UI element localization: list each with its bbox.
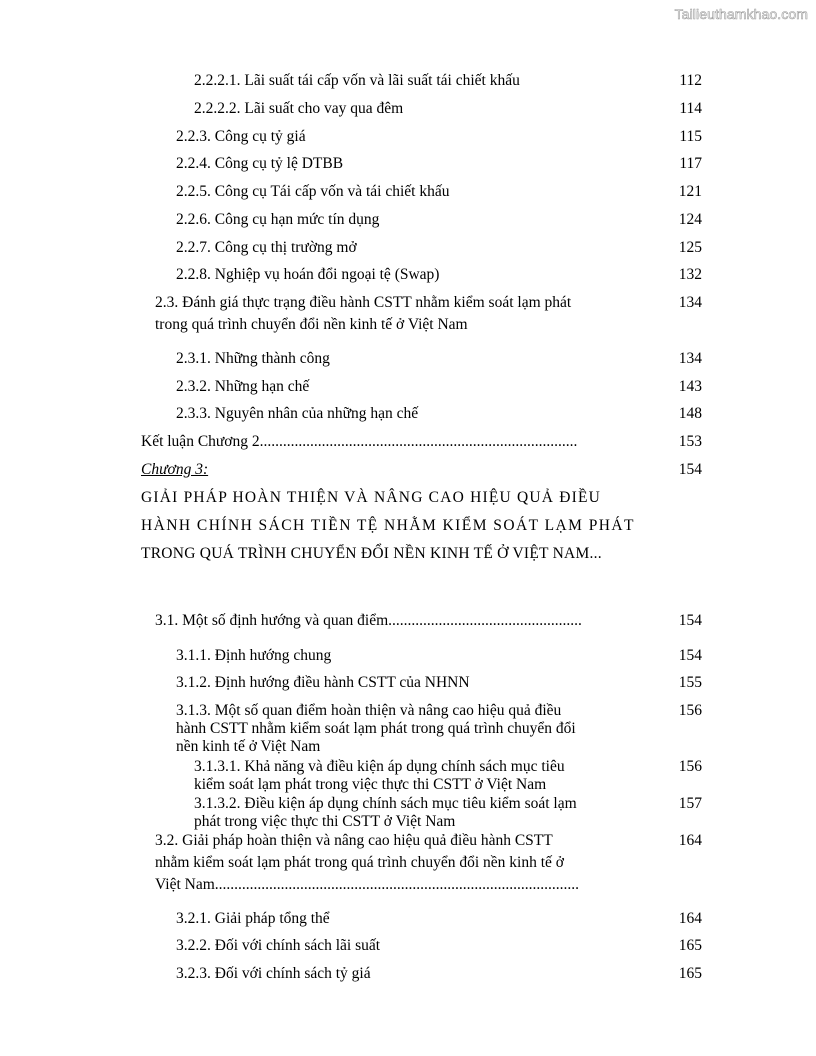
toc-entry-label-cont: nền kinh tế ở Việt Nam	[176, 738, 321, 755]
toc-entry-label: 3.2.3. Đối với chính sách tỷ giá	[176, 965, 371, 982]
toc-page-number: 164	[678, 910, 702, 927]
toc-entry-label-cont: hành CSTT nhằm kiểm soát lạm phát trong quá trình chuyển đổi	[176, 720, 576, 737]
toc-entry-label: 3.1.3.2. Điều kiện áp dụng chính sách mục tiêu kiểm soát lạm	[194, 795, 577, 812]
toc-entry-label: 2.2.5. Công cụ Tái cấp vốn và tái chiết khấu	[176, 183, 450, 200]
toc-entry-label: 2.2.6. Công cụ hạn mức tín dụng	[176, 211, 380, 228]
toc-entry-label: 2.2.8. Nghiệp vụ hoán đổi ngoại tệ (Swap)	[176, 266, 440, 283]
toc-entry-label: 2.2.7. Công cụ thị trường mở	[176, 239, 357, 256]
toc-page-number: 134	[678, 294, 702, 311]
toc-entry-label: 3.2.2. Đối với chính sách lãi suất	[176, 937, 381, 954]
toc-entry-label: 2.2.2.2. Lãi suất cho vay qua đêm	[194, 100, 404, 117]
toc-page-number: 124	[678, 211, 702, 228]
toc-entry-label: 3.2. Giải pháp hoàn thiện và nâng cao hiệu quả điều hành CSTT	[155, 832, 553, 849]
toc-page-number: 134	[678, 350, 702, 367]
toc-entry-label: Kết luận Chương 2..................................................................................	[141, 433, 578, 450]
toc-entry-label-cont: kiểm soát lạm phát trong việc thực thi CSTT ở Việt Nam	[194, 776, 547, 793]
toc-entry-label: 3.1.1. Định hướng chung	[176, 647, 332, 664]
toc-page-number: 154	[678, 461, 702, 478]
chapter-title-line: TRONG QUÁ TRÌNH CHUYỂN ĐỔI NỀN KINH TẾ Ở VIỆT NAM...	[141, 545, 602, 562]
toc-page-number: 154	[678, 612, 702, 629]
toc-page-number: 165	[678, 937, 702, 954]
toc-entry-label: 2.2.4. Công cụ tỷ lệ DTBB	[176, 155, 344, 172]
toc-entry-label-cont: Việt Nam..............................................................................................	[155, 876, 580, 893]
toc-entry-label: 3.1.3. Một số quan điểm hoàn thiện và nâng cao hiệu quả điều	[176, 702, 562, 719]
toc-page-number: 156	[678, 758, 702, 775]
watermark: Tailieuthamkhao.com	[674, 6, 808, 22]
toc-entry-label: 3.1. Một số định hướng và quan điểm..................................................	[155, 612, 582, 629]
toc-entry-label: 2.3. Đánh giá thực trạng điều hành CSTT nhằm kiểm soát lạm phát	[155, 294, 572, 311]
toc-entry-label: 2.3.1. Những thành công	[176, 350, 330, 367]
toc-entry-label: 2.2.2.1. Lãi suất tái cấp vốn và lãi suất tái chiết khấu	[194, 72, 520, 89]
toc-page-number: 114	[679, 100, 702, 117]
toc-entry-label: 3.2.1. Giải pháp tổng thể	[176, 910, 330, 927]
toc-page-number: 155	[678, 674, 702, 691]
toc-entry-label-cont: phát trong việc thực thi CSTT ở Việt Nam	[194, 813, 456, 830]
toc-entry-label: 3.1.3.1. Khả năng và điều kiện áp dụng chính sách mục tiêu	[194, 758, 565, 775]
toc-entry-label: 2.3.3. Nguyên nhân của những hạn chế	[176, 405, 419, 422]
toc-page-number: 121	[678, 183, 702, 200]
chapter-title-line: HÀNH CHÍNH SÁCH TIỀN TỆ NHẰM KIỂM SOÁT LẠM PHÁT	[141, 517, 635, 534]
toc-entry-label: 2.3.2. Những hạn chế	[176, 378, 310, 395]
toc-entry-label-cont: trong quá trình chuyển đổi nền kinh tế ở Việt Nam	[155, 316, 468, 333]
toc-page-number: 143	[678, 378, 702, 395]
toc-entry-label: 2.2.3. Công cụ tỷ giá	[176, 128, 306, 145]
toc-entry-label: 3.1.2. Định hướng điều hành CSTT của NHNN	[176, 674, 470, 691]
toc-entry-label-cont: nhằm kiểm soát lạm phát trong quá trình chuyển đổi nền kinh tế ở	[155, 854, 564, 871]
chapter-label: Chương 3:	[141, 461, 209, 478]
toc-page-number: 154	[678, 647, 702, 664]
toc-page-number: 132	[678, 266, 702, 283]
toc-page-number: 165	[678, 965, 702, 982]
toc-page-number: 153	[678, 433, 702, 450]
toc-page-number: 125	[678, 239, 702, 256]
toc-page-number: 117	[679, 155, 702, 172]
chapter-title-line: GIẢI PHÁP HOÀN THIỆN VÀ NÂNG CAO HIỆU QUẢ ĐIỀU	[141, 489, 602, 506]
toc-page-number: 112	[679, 72, 702, 89]
toc-page-number: 115	[679, 128, 702, 145]
toc-page-number: 148	[678, 405, 702, 422]
toc-page-number: 164	[678, 832, 702, 849]
toc-page-number: 156	[678, 702, 702, 719]
toc-page-number: 157	[678, 795, 702, 812]
